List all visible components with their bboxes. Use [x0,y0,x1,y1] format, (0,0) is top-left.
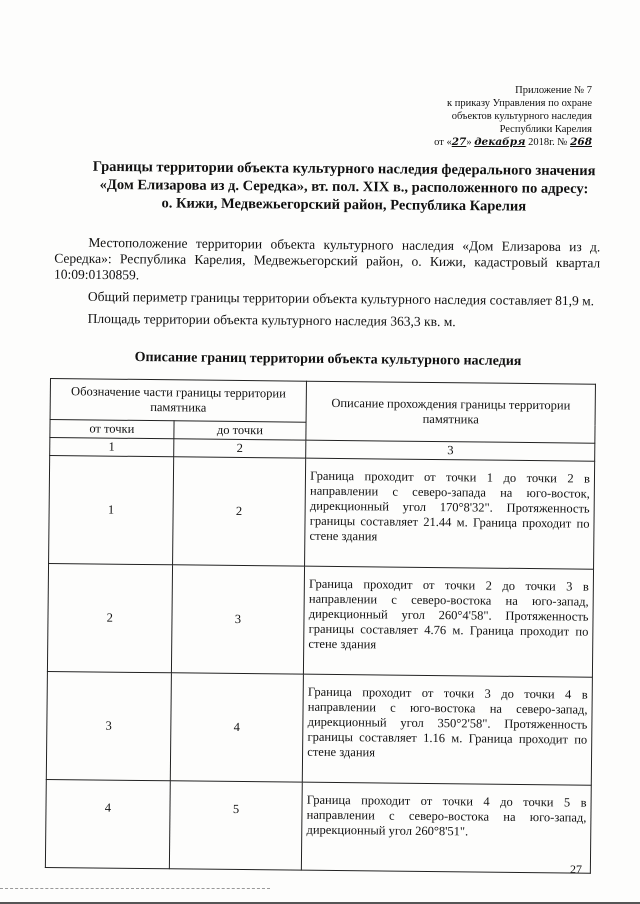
date-prefix: от « [434,137,452,148]
row-to-point: 3 [171,565,305,674]
table-row [46,671,592,785]
row-description: Граница проходит от точки 1 до точки 2 в направлении с северо-запада на юго-восток, дирекционный угол 170°8'32". Протяженность границы составляет 21.44 м. Граница проходит по стене здания [305,458,595,569]
row-description: Граница проходит от точки 2 до точки 3 в направлении с северо-востока на юго-запад, дирекционный угол 260°4'58". Протяженность границы составляет 4.76 м. Граница проходит по стене здания [304,566,594,677]
order-number-handwritten: 268 [570,136,592,148]
row-description: Граница проходит от точки 3 до точки 4 в направлении с юго-востока на северо-запад, дирекционный угол 350°2'58". Протяженность границы составляет 1.16 м. Граница проходит по стене здания [303,674,593,785]
header-from-point: от точки [50,420,174,439]
appendix-line-2: к приказу Управления по охране [447,98,592,109]
row-to-point: 4 [170,673,304,782]
table-row [49,456,595,570]
date-month-handwritten: декабря [474,136,526,148]
title-line-3: о. Кижи, Медвежьегорский район, Республика Карелия [161,195,527,215]
table-header-row [50,379,595,426]
body-text [54,235,601,338]
row-from-point: 4 [45,779,170,868]
row-from-point: 1 [49,456,174,565]
appendix-line-3: объектов культурного наследия [451,111,592,122]
column-number-3: 3 [306,440,595,461]
table-row [47,563,593,677]
row-from-point: 2 [47,563,172,672]
title-line-1: Границы территории объекта культурного наследия федерального значения [92,158,596,180]
row-description: Граница проходит от точки 4 до точки 5 в направлении с северо-востока на юго-запад, дирекционный угол 260°8'51". [302,782,592,873]
table-row [45,779,591,873]
location-paragraph: Местоположение территории объекта культурного наследия «Дом Елизарова из д. Середка»: Республика Карелия, Медвежьегорский район, о. Кижи, кадастровый квартал 10:09:0130859. [54,234,601,283]
scan-artifact-line [0,888,270,889]
area-paragraph: Площадь территории объекта культурного наследия 363,3 кв. м. [87,310,456,330]
date-year: 2018г. № [525,137,571,148]
perimeter-paragraph: Общий периметр границы территории объекта культурного наследия составляет 81,9 м. [87,288,595,309]
page-number: 27 [570,862,582,876]
document-title [74,158,614,217]
appendix-date-line [362,136,592,149]
appendix-line-1: Приложение № 7 [515,85,592,96]
row-from-point: 3 [46,671,171,780]
appendix-line-4: Республики Карелия [499,124,592,135]
boundary-table-wrap [45,378,596,874]
boundary-table [45,378,596,874]
date-day-handwritten: 27 [451,136,467,148]
header-boundary-part: Обозначение части границы территории памятника [50,379,307,423]
date-mid: » [466,137,475,148]
column-number-2: 2 [173,439,306,458]
appendix-header [362,84,592,149]
row-to-point: 2 [172,457,306,566]
header-description: Описание прохождения границы территории памятника [306,381,595,443]
title-line-2: «Дом Елизарова из д. Середка», вт. пол. XIX в., расположенного по адресу: [99,176,589,198]
row-to-point: 5 [169,781,302,870]
header-to-point: до точки [174,421,307,440]
table-caption: Описание границ территории объекта культурного наследия [134,349,522,370]
column-number-1: 1 [50,438,174,457]
